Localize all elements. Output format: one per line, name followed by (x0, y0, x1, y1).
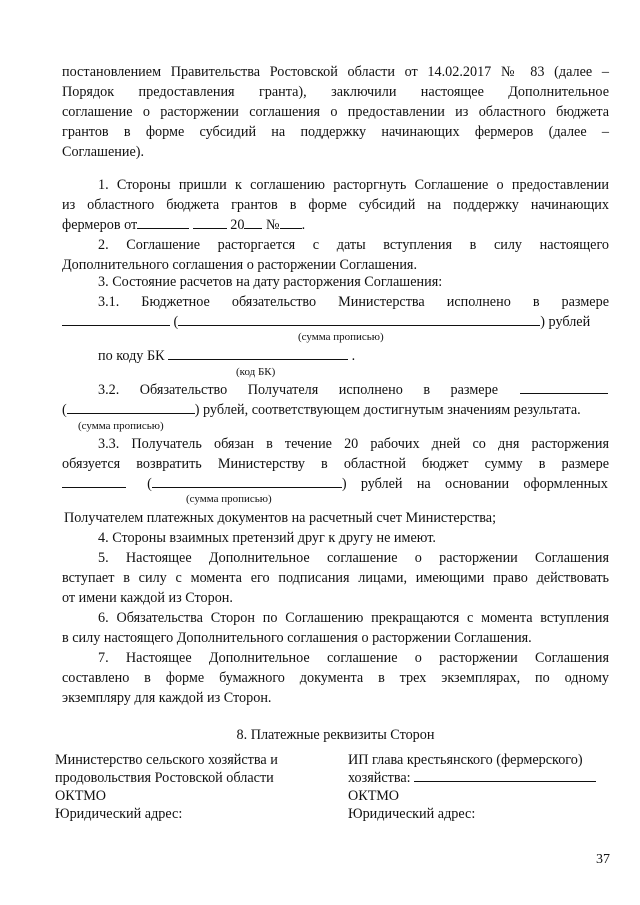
clause-3-1-line: 3.1. Бюджетное обязательство Министерства исполнено в размере (98, 294, 609, 310)
year-prefix: 20 (230, 217, 245, 233)
clause-3-3-line: 3.3. Получатель обязан в течение 20 рабочих дней со дня расторжения (98, 436, 609, 452)
clause-3-3-line: Получателем платежных документов на расчетный счет Министерства; (64, 510, 497, 526)
open-paren: ( (173, 314, 179, 330)
number-sign: № (266, 217, 280, 233)
month-blank (193, 216, 227, 229)
intro-line: Порядок предоставления гранта), заключили настоящее Дополнительное (62, 84, 609, 100)
clause-7-line: 7. Настоящее Дополнительное соглашение о расторжении Соглашения (98, 650, 609, 666)
clause-3-heading: 3. Состояние расчетов на дату расторжения Соглашения: (98, 274, 443, 290)
amount-blank (62, 313, 170, 326)
clause-3-2-tail: ) рублей, соответствующем достигнутым значениям результата. (194, 402, 581, 418)
amount-words-blank (152, 475, 342, 488)
amount-blank (62, 475, 126, 488)
clause-1-line: из областного бюджета грантов в форме субсидий на поддержку начинающих (62, 197, 609, 213)
clause-3-2-text: 3.2. Обязательство Получателя исполнено в размере (98, 382, 498, 398)
clause-4: 4. Стороны взаимных претензий друг к другу не имеют. (98, 530, 436, 546)
clause-5-line: вступает в силу с момента его подписания лицами, имеющими право действовать (62, 570, 609, 586)
party-right-address: Юридический адрес: (348, 806, 476, 822)
amount-words-hint: (сумма прописью) (186, 493, 272, 505)
party-left-line: Министерство сельского хозяйства и (55, 752, 278, 768)
kbk-prefix: по коду БК (98, 348, 165, 364)
number-blank (280, 216, 302, 229)
party-left-address: Юридический адрес: (55, 806, 183, 822)
amount-words-blank (67, 401, 195, 414)
clause-2-line: 2. Соглашение расторгается с даты вступления в силу настоящего (98, 237, 609, 253)
party-right-line: ИП глава крестьянского (фермерского) (348, 752, 583, 768)
clause-7-line: составлено в форме бумажного документа в трех экземплярах, по одному (62, 670, 609, 686)
clause-3-3-tail: ) рублей на основании оформленных (341, 476, 608, 492)
kbk-line: по коду БК . (98, 348, 356, 364)
clause-3-2-line (98, 380, 609, 400)
kbk-blank (168, 347, 348, 360)
intro-line: соглашение о расторжении соглашения о предоставлении из областного бюджета (62, 104, 609, 120)
clause-1-date-line: фермеров от 20 № . (62, 217, 306, 233)
farm-name-blank (414, 769, 596, 782)
kbk-hint: (код БК) (236, 366, 276, 378)
clause-3-1-amount-line (62, 312, 609, 332)
clause-3-3-amount-line (62, 474, 609, 494)
rubles-label: ) рублей (540, 314, 591, 330)
clause-3-2-amount-line (62, 400, 609, 420)
section-8-title: 8. Платежные реквизиты Сторон (236, 727, 435, 743)
party-left-oktmo: ОКТМО (55, 788, 107, 804)
amount-blank (520, 381, 608, 394)
clause-7-line: экземпляру для каждой из Сторон. (62, 690, 272, 706)
party-left-line: продовольствия Ростовской области (55, 770, 274, 786)
clause-1-date-prefix: фермеров от (62, 217, 138, 233)
clause-6-line: в силу настоящего Дополнительного соглашения о расторжении Соглашения. (62, 630, 532, 646)
clause-2-line: Дополнительного соглашения о расторжении Соглашения. (62, 257, 417, 273)
intro-line: Соглашение). (62, 144, 145, 160)
clause-5-line: от имени каждой из Сторон. (62, 590, 233, 606)
clause-6-line: 6. Обязательства Сторон по Соглашению прекращаются с момента вступления (98, 610, 609, 626)
open-paren: ( (147, 476, 152, 492)
amount-words-hint: (сумма прописью) (298, 331, 384, 343)
intro-line: постановлением Правительства Ростовской области от 14.02.2017 № 83 (далее – (62, 64, 609, 80)
farm-label: хозяйства: (348, 770, 411, 786)
page-number: 37 (596, 852, 610, 867)
party-right-oktmo: ОКТМО (348, 788, 400, 804)
amount-words-hint: (сумма прописью) (78, 420, 164, 432)
year-blank (244, 216, 262, 229)
clause-1-line: 1. Стороны пришли к соглашению расторгнуть Соглашение о предоставлении (98, 177, 609, 193)
amount-words-blank (178, 313, 540, 326)
party-right-line (348, 768, 596, 788)
intro-line: грантов в форме субсидий на поддержку начинающих фермеров (далее – (62, 124, 609, 140)
day-blank (137, 216, 189, 229)
clause-5-line: 5. Настоящее Дополнительное соглашение о расторжении Соглашения (98, 550, 609, 566)
open-paren: ( (62, 402, 67, 418)
clause-3-3-line: обязуется возвратить Министерству в областной бюджет сумму в размере (62, 456, 609, 472)
